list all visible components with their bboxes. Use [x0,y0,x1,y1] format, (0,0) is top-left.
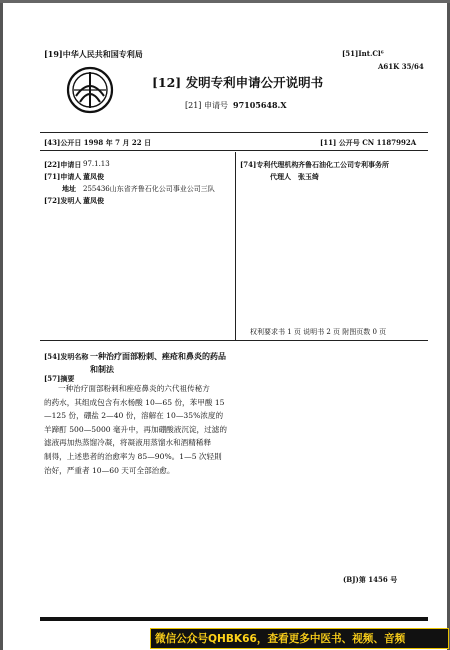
abstract-body [44,382,227,477]
divider-pub [40,150,428,151]
column-divider [235,152,236,340]
wechat-banner-text: 微信公众号QHBK66，查看更多中医书、视频、音频 [155,633,406,645]
footer-rule [40,617,428,621]
publication-number: [11] 公开号 CN 1187992A [320,138,417,147]
application-number-label: [21] 申请号 [185,101,228,110]
filing-date: 97.1.13 [83,160,110,168]
address: 255436山东省齐鲁石化公司事业公司三队 [83,185,215,193]
inventor: 董凤俊 [83,196,104,205]
invention-title-line2: 和制法 [90,364,114,374]
patent-office-logo-icon [66,66,114,114]
applicant-label: [71]申请人 [44,172,82,181]
agent-label: 代理人 [270,172,291,181]
page-frame-left [0,0,3,650]
address-label: 地址 [62,184,76,193]
abstract-label: [57]摘要 [44,374,75,383]
title-label: [54]发明名称 [44,352,89,361]
publication-date: [43]公开日 1998 年 7 月 22 日 [44,138,152,147]
divider-top [40,132,428,133]
agent: 张玉绮 [298,172,319,181]
abstract-line: 制得，上述患者的治愈率为 85—90%。1—5 次轻則 [44,451,222,461]
abstract-line: 羊蹄酊 500—5000 毫升中，再加硼酸液沉淀，过滤的 [44,424,227,434]
document-type-title: [12] 发明专利申请公开说明书 [152,75,324,90]
divider-mid [40,340,428,341]
int-cl-label: [51]Int.Cl⁶ [342,49,384,58]
invention-title-line1: 一种治疗面部粉刺、痤疮和鼻炎的药品 [90,351,226,361]
inventor-label: [72]发明人 [44,196,82,205]
agency: 齐鲁石油化工公司专利事务所 [298,160,389,169]
abstract-line: 滤液再加热蒸馏冷凝，将凝液用蒸馏水和酒精稀释 [44,438,212,448]
page-frame-top [0,0,450,3]
filing-date-label: [22]申请日 [44,160,82,169]
application-number: 97105648.X [233,100,287,110]
agency-label: [74]专利代理机构 [240,160,299,169]
wechat-banner[interactable] [150,628,449,649]
claims-summary: 权利要求书 1 页 说明书 2 页 附图页数 0 页 [250,328,387,336]
applicant: 董凤俊 [83,172,104,181]
abstract-line: —125 份，硼盐 2—40 份，溶解在 10—35%浓度的 [44,411,224,421]
patent-office: [19]中华人民共和国专利局 [44,49,143,59]
page-code: (BJ)第 1456 号 [343,575,398,584]
abstract-line: 的药水，其组成包含有水杨酸 10—65 份，苯甲酸 15 [44,397,225,407]
classification: A61K 35/64 [378,62,424,71]
abstract-line: 一种治疗面部粉刺和痤疮鼻炎的六代祖传秘方 [58,384,210,393]
abstract-line: 治好，严重者 10—60 天可全部治愈。 [44,465,175,475]
